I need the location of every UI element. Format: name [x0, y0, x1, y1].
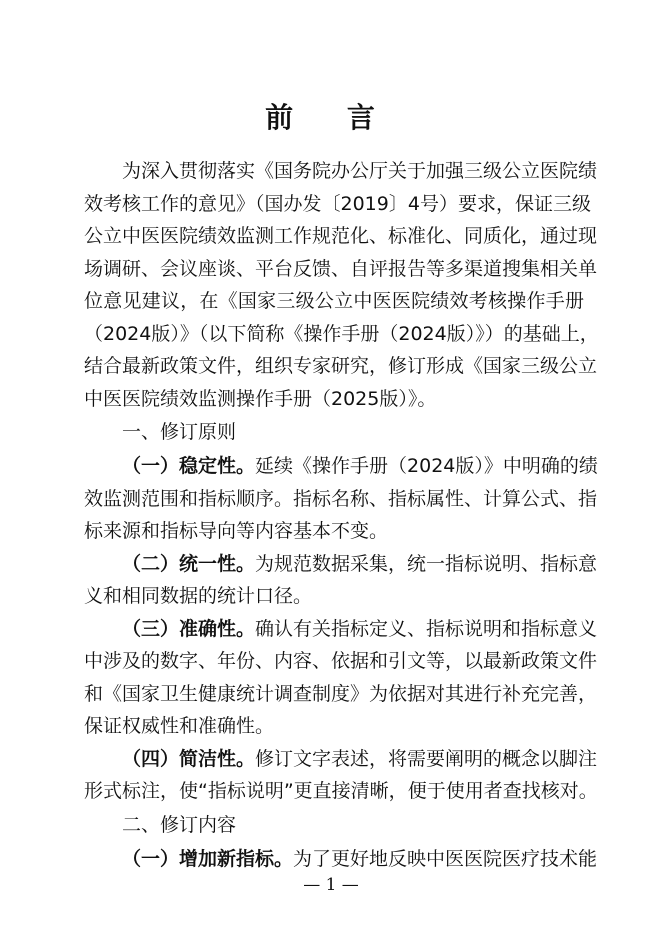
paragraph-line — [84, 743, 598, 776]
paragraph-line — [84, 450, 598, 483]
paragraph-line: 位意见建议，在《国家三级公立中医医院绩效考核操作手册 — [84, 290, 584, 312]
section-heading-principles: 一、修订原则 — [122, 421, 237, 443]
paragraph-line: 效监测范围和指标顺序。指标名称、指标属性、计算公式、指 — [84, 487, 598, 510]
item-label: （四）简洁性。 — [122, 747, 256, 770]
item-text: 确认有关指标定义、指标说明和指标意义 — [255, 617, 598, 640]
page-number: — 1 — — [303, 875, 359, 895]
principle-accuracy — [84, 613, 598, 743]
paragraph-line: （2024版）》（以下简称《操作手册（2024版）》）的基础上， — [84, 322, 599, 345]
revision-new-indicators — [84, 843, 598, 876]
paragraph-line: 中医医院绩效监测操作手册（2025版）》。 — [84, 387, 437, 410]
principle-conciseness — [84, 743, 598, 808]
principle-consistency — [84, 548, 598, 613]
item-label: （一）增加新指标。 — [122, 847, 294, 870]
item-text: 延续《操作手册（2024版）》中明确的绩 — [255, 455, 598, 477]
item-text: 修订文字表述，将需要阐明的概念以脚注 — [255, 747, 598, 770]
paragraph-line: 义和相同数据的统计口径。 — [84, 585, 313, 607]
paragraph-line: 形式标注，使“指标说明”更直接清晰，便于使用者查找核对。 — [84, 780, 598, 802]
item-text: 为规范数据采集，统一指标说明、指标意 — [255, 552, 598, 575]
page-title: 前 言 — [265, 101, 397, 134]
paragraph-line: 和《国家卫生健康统计调查制度》为依据对其进行补充完善， — [84, 682, 598, 705]
paragraph-line: 公立中医医院绩效监测工作规范化、标准化、同质化，通过现 — [84, 225, 598, 247]
document-body — [84, 155, 599, 875]
paragraph-line — [84, 548, 598, 581]
item-label: （一）稳定性。 — [122, 455, 256, 477]
principle-stability — [84, 450, 598, 548]
item-label: （三）准确性。 — [122, 617, 256, 640]
paragraph-line: 结合最新政策文件，组织专家研究，修订形成《国家三级公立 — [84, 355, 598, 377]
intro-paragraph — [84, 155, 599, 415]
paragraph-line — [84, 843, 598, 876]
paragraph-line: 中涉及的数字、年份、内容、依据和引文等，以最新政策文件 — [84, 650, 598, 672]
section-heading-revisions: 二、修订内容 — [122, 813, 237, 836]
paragraph-line — [84, 613, 598, 646]
item-label: （二）统一性。 — [122, 552, 256, 575]
paragraph-line: 标来源和指标导向等内容基本不变。 — [84, 520, 389, 542]
paragraph-line: 保证权威性和准确性。 — [84, 715, 275, 737]
paragraph-line: 效考核工作的意见》（国办发〔2019〕4号）要求，保证三级 — [84, 192, 591, 215]
item-text: 为了更好地反映中医医院医疗技术能 — [293, 847, 598, 870]
paragraph-line: 为深入贯彻落实《国务院办公厅关于加强三级公立医院绩 — [122, 160, 598, 182]
paragraph-line: 场调研、会议座谈、平台反馈、自评报告等多渠道搜集相关单 — [84, 257, 598, 280]
